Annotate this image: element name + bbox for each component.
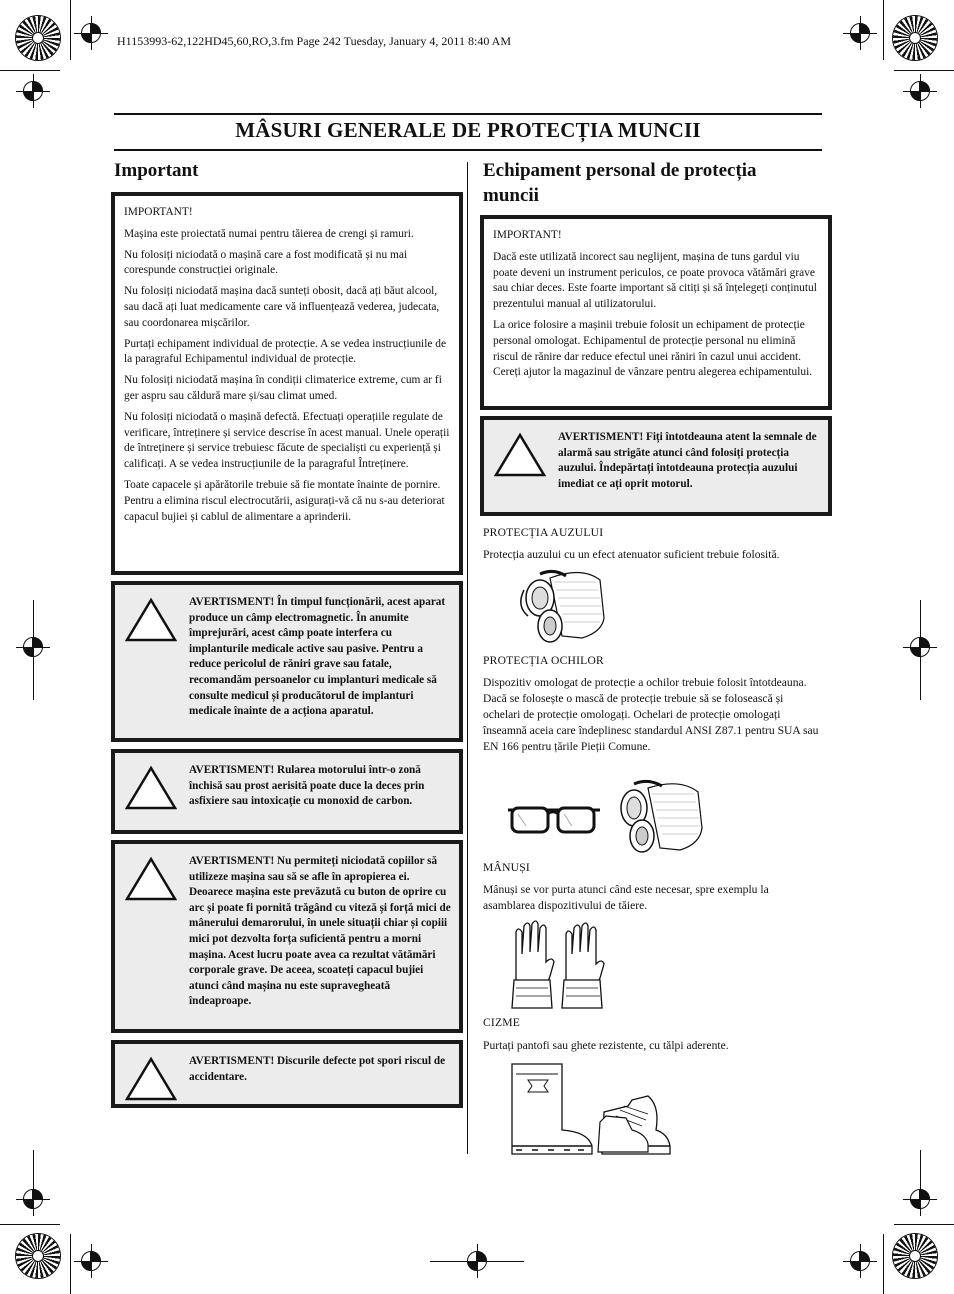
warning-triangle-icon xyxy=(125,1056,177,1102)
trim-line xyxy=(70,0,71,60)
trim-line xyxy=(70,1234,71,1294)
face-shield-illustration xyxy=(608,778,708,860)
crosshair-mark xyxy=(843,16,877,50)
safety-glasses-illustration xyxy=(506,800,602,836)
title-rule-top xyxy=(114,113,822,115)
important-paragraph: Nu folosiți niciodată mașina în condiții climaterice extreme, cum ar fi ger aspru sau căldură mare și/sau climat umed. xyxy=(124,374,442,402)
ear-protection-illustration xyxy=(510,566,610,650)
crosshair-mark xyxy=(843,1244,877,1278)
warning-triangle-icon xyxy=(494,432,546,478)
important-paragraph: Nu folosiți niciodată o mașină care a fost modificată și nu mai corespunde construcției originale. xyxy=(124,248,408,277)
warning-triangle-icon xyxy=(125,765,177,811)
registration-rosette xyxy=(893,16,937,60)
trim-line xyxy=(33,1150,34,1210)
section-text-hearing: Protecția auzului cu un efect atenuator suficient trebuie folosită. xyxy=(483,548,780,561)
trim-line xyxy=(920,1150,921,1210)
trim-line xyxy=(920,600,921,700)
registration-rosette xyxy=(16,1234,60,1278)
trim-line xyxy=(430,1261,524,1262)
registration-rosette xyxy=(16,16,60,60)
section-heading-important: Important xyxy=(114,160,199,181)
warning-text: AVERTISMENT! Fiți întotdeauna atent la semnale de alarmă sau strigăte atunci când folosiți protecția auzului. Îndepărtați întotdeauna protecția auzului imediat ce ați oprit motorul. xyxy=(558,431,817,490)
warning-box-hearing xyxy=(480,416,832,516)
column-separator xyxy=(467,162,468,1154)
important-paragraph: Mașina este proiectată numai pentru tăierea de crengi și ramuri. xyxy=(124,227,414,240)
crosshair-mark xyxy=(903,74,937,108)
page-title: MÂSURI GENERALE DE PROTECȚIA MUNCII xyxy=(235,118,701,142)
boots-illustration xyxy=(508,1060,678,1160)
important-paragraph: Purtați echipament individual de protecție. A se vedea instrucțiunile de la paragraful Echipamentul individual de protecție. xyxy=(124,337,447,366)
warning-text: AVERTISMENT! Nu permiteți niciodată copiilor să utilizeze mașina sau să se afle în apropierea ei. Deoarece mașina este prevăzută cu buton de oprire cu arc și poate fi pornită trăgând cu viteză și forță mici de mânerului demarorului, în unele situații chiar și copiii mici pot dezvolta forța suficientă pentru a morni mașina. Acest lucru poate avea ca rezultat vătămări corporale grave. De aceea, scoateți capacul bujiei atunci când mașina nu este supravegheată îndeaproape. xyxy=(189,855,451,1008)
warning-triangle-icon xyxy=(125,856,177,902)
section-label-gloves: MÂNUȘI xyxy=(483,861,530,874)
warning-text: AVERTISMENT! Rularea motorului într-o zonă închisă sau prost aerisită poate duce la deces prin asfixiere sau intoxicație cu monoxid de carbon. xyxy=(189,764,425,808)
important-paragraph: La orice folosire a mașinii trebuie folosit un echipament de protecție personal omologat. Echipamentul de protecție personal nu elimină riscul de rănire dar reduce efectul unei răniri în cazul unui accident. Cereți ajutor la magazinul de vânzare pentru alegerea echipamentului. xyxy=(493,318,813,379)
section-text-boots: Purtați pantofi sau ghete rezistente, cu tălpi aderente. xyxy=(483,1039,729,1052)
warning-triangle-icon xyxy=(125,597,177,643)
warning-box-electromagnetic xyxy=(111,581,463,742)
trim-line xyxy=(894,70,954,71)
trim-line xyxy=(0,1224,60,1225)
important-paragraph: Toate capacele și apărătorile trebuie să fie montate înainte de pornire. Pentru a elimina riscul electrocutării, asigurați-vă că nu s-au deteriorat capacul bujiei și cablul de alimentare a aprinderii. xyxy=(124,478,445,523)
crosshair-mark xyxy=(74,16,108,50)
trim-line xyxy=(883,1234,884,1294)
section-heading-ppe: Echipament personal de protecția muncii xyxy=(483,160,757,206)
section-text-gloves: Mânuși se vor purta atunci când este necesar, spre exemplu la asamblarea dispozitivului de tăiere. xyxy=(483,883,769,912)
trim-line xyxy=(883,0,884,60)
important-tag: IMPORTANT! xyxy=(124,206,193,218)
trim-line xyxy=(894,1224,954,1225)
important-tag: IMPORTANT! xyxy=(493,229,562,241)
registration-rosette xyxy=(893,1234,937,1278)
warning-box-carbon-monoxide xyxy=(111,749,463,834)
warning-box-discs xyxy=(111,1040,463,1108)
important-box xyxy=(111,192,463,575)
section-text-eyes: Dispozitiv omologat de protecție a ochilor trebuie folosit întotdeauna. Dacă se folosește o mască de protecție trebuie să se folosească și ochelari de protecție omologați. Ochelari de protecție omologați înseamnă aceia care îndeplinesc standardul ANSI Z87.1 pentru SUA sau EN 166 pentru țările Pieții Comune. xyxy=(483,676,819,753)
warning-box-children xyxy=(111,840,463,1033)
warning-text: AVERTISMENT! În timpul funcționării, acest aparat produce un câmp electromagnetic. În anumite împrejurări, acest câmp poate interfera cu implanturile medicale active sau pasive. Pentru a reduce pericolul de răniri grave sau fatale, recomandăm persoanelor cu implanturi medicale să consulte medicul și producătorul de implanturi medicale înainte de a acționa aparatul. xyxy=(189,596,446,718)
gloves-illustration xyxy=(508,918,608,1012)
important-paragraph: Nu folosiți niciodată mașina dacă sunteți obosit, dacă ați băut alcool, sau dacă ați luat medicamente care vă influențează vederea, judecata, sau coordonarea mișcărilor. xyxy=(124,285,440,329)
crosshair-mark xyxy=(16,74,50,108)
important-box-ppe xyxy=(480,215,832,410)
file-header: H1153993-62,122HD45,60,RO,3.fm Page 242 Tuesday, January 4, 2011 8:40 AM xyxy=(117,34,511,48)
important-paragraph: Nu folosiți niciodată o mașină defectă. Efectuați operațiile regulate de verificare, întreținere și service descrise în acest manual. Unele operații de întreținere și service trebuiesc făcute de specialiști cu experiență și calificați. A se vedea instrucțiunile de la paragraful Întreținere. xyxy=(124,410,450,471)
section-label-hearing: PROTECȚIA AUZULUI xyxy=(483,526,604,539)
warning-text: AVERTISMENT! Discurile defecte pot spori riscul de accidentare. xyxy=(189,1055,446,1083)
important-paragraph: Dacă este utilizată incorect sau neglijent, mașina de tuns gardul viu poate deveni un instrument periculos, ce poate provoca vătămări grave sau chiar deces. Este foarte important să citiți și să înțelegeți conținutul prezentului manual al utilizatorului. xyxy=(493,250,817,311)
section-label-boots: CIZME xyxy=(483,1016,521,1029)
title-rule-bottom xyxy=(114,149,822,151)
trim-line xyxy=(0,70,60,71)
trim-line xyxy=(33,600,34,700)
section-label-eyes: PROTECȚIA OCHILOR xyxy=(483,654,604,667)
crosshair-mark xyxy=(74,1244,108,1278)
